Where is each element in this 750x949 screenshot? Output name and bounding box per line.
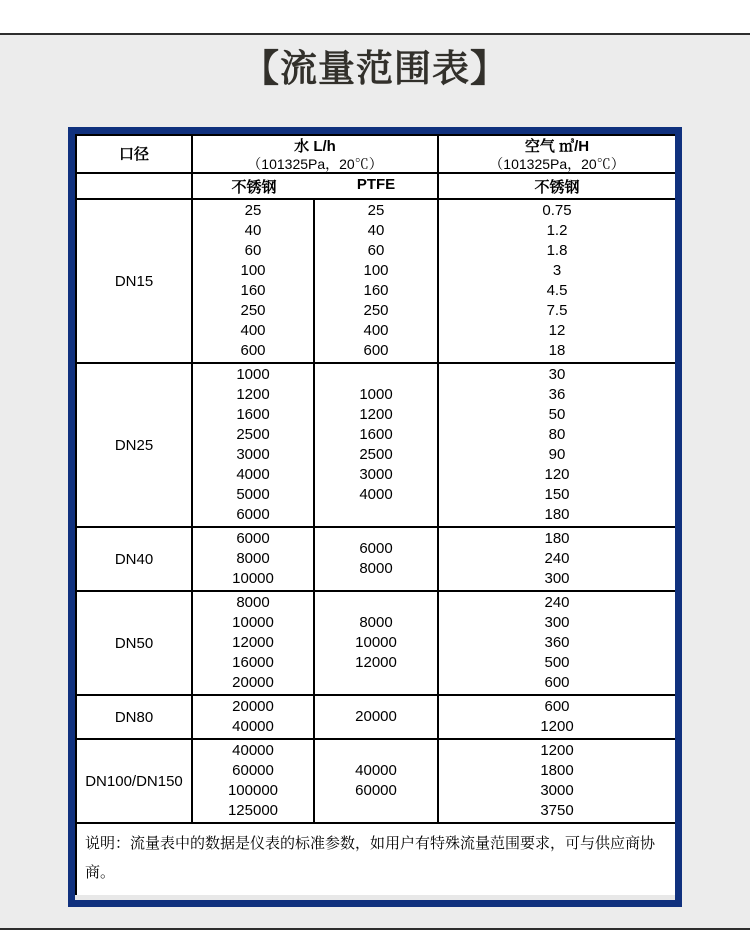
water-ss-cell [192, 527, 314, 591]
header-air-condition: （101325Pa，20℃） [489, 155, 625, 172]
value-line: 3750 [540, 802, 574, 819]
water-ptfe-cell [314, 695, 438, 739]
value-line: 40 [244, 222, 262, 239]
water-ptfe-cell [314, 591, 438, 695]
diameter-cell: DN50 [76, 591, 192, 695]
diameter-cell: DN40 [76, 527, 192, 591]
value-line: 1200 [540, 718, 574, 735]
value-line: 5000 [236, 486, 270, 503]
subheader-empty [76, 173, 192, 199]
air-ss-cell [438, 527, 676, 591]
value-line: 8000 [359, 614, 393, 631]
header-water-title: 水 L/h [294, 137, 336, 155]
value-line: 100 [240, 262, 266, 279]
value-line: 6000 [359, 540, 393, 557]
subheader-air-ss: 不锈钢 [438, 173, 676, 199]
table-header [76, 135, 676, 199]
value-line: 160 [240, 282, 266, 299]
water-ss-cell [192, 591, 314, 695]
value-line: 600 [544, 698, 570, 715]
air-ss-cell [438, 695, 676, 739]
table-body [76, 199, 676, 823]
value-line: 1000 [236, 366, 270, 383]
header-water [192, 135, 438, 173]
table-row [76, 695, 676, 739]
value-line: 36 [548, 386, 566, 403]
value-line: 2500 [359, 446, 393, 463]
value-line: 125000 [227, 802, 279, 819]
value-line: 1600 [359, 426, 393, 443]
value-line: 8000 [236, 594, 270, 611]
content-section [0, 33, 750, 930]
value-line: 3000 [359, 466, 393, 483]
value-line: 40000 [232, 718, 274, 735]
value-line: 25 [367, 202, 385, 219]
header-air-title: 空气 ㎥/H [524, 137, 590, 155]
table-row [76, 527, 676, 591]
value-line: 40000 [232, 742, 274, 759]
value-line: 16000 [232, 654, 274, 671]
flow-range-table [75, 134, 677, 907]
value-line: 90 [548, 446, 566, 463]
value-line: 180 [544, 506, 570, 523]
value-line: 20000 [232, 698, 274, 715]
value-line: 30 [548, 366, 566, 383]
value-line: 1800 [540, 762, 574, 779]
value-line: 180 [544, 530, 570, 547]
water-ptfe-cell [314, 527, 438, 591]
value-line: 20000 [232, 674, 274, 691]
value-line: 7.5 [546, 302, 568, 319]
value-line: 60000 [355, 782, 397, 799]
air-ss-cell [438, 199, 676, 363]
diameter-cell: DN25 [76, 363, 192, 527]
subheader-water-ptfe: PTFE [356, 175, 396, 193]
value-line: 3000 [540, 782, 574, 799]
value-line: 150 [544, 486, 570, 503]
value-line: 12 [548, 322, 566, 339]
header-diameter-label: 口径 [118, 145, 149, 163]
value-line: 600 [544, 674, 570, 691]
value-line: 80 [548, 426, 566, 443]
water-ss-cell [192, 363, 314, 527]
diameter-cell: DN80 [76, 695, 192, 739]
value-line: 600 [363, 342, 389, 359]
value-line: 10000 [232, 570, 274, 587]
value-line: 1600 [236, 406, 270, 423]
value-line: 2500 [236, 426, 270, 443]
value-line: 20000 [355, 708, 397, 725]
water-ss-cell [192, 695, 314, 739]
diameter-cell: DN100/DN150 [76, 739, 192, 823]
subheader-water [192, 173, 438, 199]
table-frame [68, 127, 682, 907]
table-row [76, 363, 676, 527]
page-title: 【流量范围表】 [242, 48, 508, 89]
value-line: 8000 [359, 560, 393, 577]
diameter-cell: DN15 [76, 199, 192, 363]
water-ptfe-cell [314, 199, 438, 363]
value-line: 3000 [236, 446, 270, 463]
value-line: 100 [363, 262, 389, 279]
value-line: 6000 [236, 530, 270, 547]
water-ptfe-cell [314, 739, 438, 823]
value-line: 40 [367, 222, 385, 239]
frame-bottom-strip [75, 895, 675, 900]
water-ss-cell [192, 199, 314, 363]
value-line: 12000 [355, 654, 397, 671]
water-ss-cell [192, 739, 314, 823]
value-line: 0.75 [542, 202, 572, 219]
value-line: 50 [548, 406, 566, 423]
value-line: 100000 [227, 782, 279, 799]
value-line: 240 [544, 594, 570, 611]
value-line: 1.2 [546, 222, 568, 239]
value-line: 6000 [236, 506, 270, 523]
value-line: 4000 [359, 486, 393, 503]
value-line: 1200 [236, 386, 270, 403]
value-line: 1000 [359, 386, 393, 403]
value-line: 4.5 [546, 282, 568, 299]
value-line: 3 [552, 262, 562, 279]
air-ss-cell [438, 363, 676, 527]
value-line: 250 [240, 302, 266, 319]
note-text: 说明：流量表中的数据是仪表的标准参数，如用户有特殊流量范围要求，可与供应商协商。 [76, 823, 676, 907]
table-row [76, 199, 676, 363]
header-row [76, 135, 676, 173]
air-ss-cell [438, 591, 676, 695]
value-line: 60000 [232, 762, 274, 779]
value-line: 160 [363, 282, 389, 299]
header-air [438, 135, 676, 173]
value-line: 40000 [355, 762, 397, 779]
value-line: 360 [544, 634, 570, 651]
value-line: 400 [363, 322, 389, 339]
value-line: 300 [544, 570, 570, 587]
value-line: 600 [240, 342, 266, 359]
value-line: 10000 [232, 614, 274, 631]
value-line: 18 [548, 342, 566, 359]
value-line: 400 [240, 322, 266, 339]
air-ss-cell [438, 739, 676, 823]
table-row [76, 739, 676, 823]
value-line: 25 [244, 202, 262, 219]
value-line: 250 [363, 302, 389, 319]
header-water-condition: （101325Pa，20℃） [247, 155, 383, 172]
value-line: 10000 [355, 634, 397, 651]
value-line: 1200 [540, 742, 574, 759]
value-line: 120 [544, 466, 570, 483]
subheader-water-ss: 不锈钢 [231, 178, 277, 196]
value-line: 240 [544, 550, 570, 567]
value-line: 60 [244, 242, 262, 259]
value-line: 60 [367, 242, 385, 259]
subheader-row [76, 173, 676, 199]
value-line: 1.8 [546, 242, 568, 259]
value-line: 12000 [232, 634, 274, 651]
table-row [76, 591, 676, 695]
header-diameter [76, 135, 192, 173]
value-line: 4000 [236, 466, 270, 483]
value-line: 8000 [236, 550, 270, 567]
value-line: 300 [544, 614, 570, 631]
value-line: 500 [544, 654, 570, 671]
water-ptfe-cell [314, 363, 438, 527]
value-line: 1200 [359, 406, 393, 423]
